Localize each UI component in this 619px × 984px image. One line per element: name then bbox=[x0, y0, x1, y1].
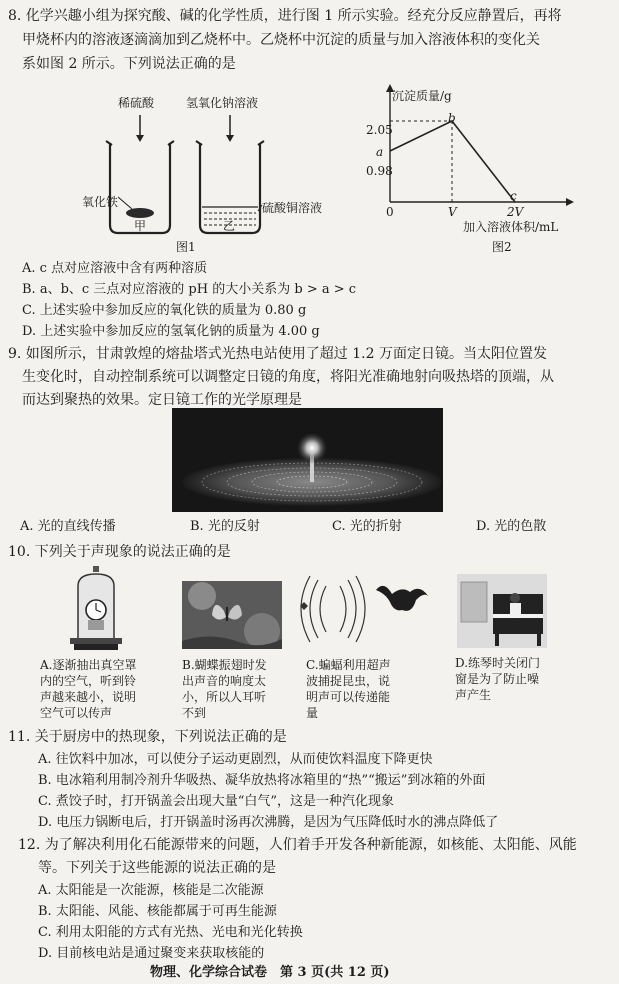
q10-b-line4: 不到 bbox=[182, 706, 207, 720]
page-footer: 物理、化学综合试卷 第 3 页(共 12 页) bbox=[150, 965, 390, 980]
point-b-label: b bbox=[448, 111, 456, 125]
q8-option-d: D. 上述实验中参加反应的氢氧化钠的质量为 4.00 g bbox=[22, 324, 320, 339]
q9-option-d: D. 光的色散 bbox=[476, 519, 547, 534]
point-c-label: c bbox=[510, 189, 517, 203]
q10-c-line3: 明声可以传递能 bbox=[306, 690, 391, 704]
q9-stem-line1: 9. 如图所示，甘肃敦煌的熔盐塔式光热电站使用了超过 1.2 万面定日镜。当太阳位置发 bbox=[8, 346, 547, 362]
label-beaker-yi: 乙 bbox=[223, 219, 236, 233]
q10-d-line1: D.练琴时关闭门 bbox=[455, 656, 541, 670]
q10-c-line4: 量 bbox=[306, 706, 319, 720]
q8-stem-line1: 8. 化学兴趣小组为探究酸、碱的化学性质，进行图 1 所示实验。经充分反应静置后，再将 bbox=[8, 8, 562, 24]
q11-option-a: A. 往饮料中加冰，可以使分子运动更剧烈，从而使饮料温度下降更快 bbox=[38, 752, 433, 767]
x-tick-0: 0 bbox=[386, 205, 394, 219]
piano-practice-photo bbox=[457, 574, 547, 648]
q9-stem-line3: 而达到聚热的效果。定日镜工作的光学原理是 bbox=[22, 392, 302, 408]
label-iron-oxide: 氧化铁 bbox=[82, 195, 119, 209]
q10-stem: 10. 下列关于声现象的说法正确的是 bbox=[8, 544, 231, 560]
q10-c-line1: C.蝙蝠利用超声 bbox=[306, 658, 391, 672]
q8-option-a: A. c 点对应溶液中含有两种溶质 bbox=[22, 261, 208, 276]
q8-option-b: B. a、b、c 三点对应溶液的 pH 的大小关系为 b > a > c bbox=[22, 282, 357, 297]
figure-2-caption: 图2 bbox=[492, 240, 512, 254]
solar-plant-photo bbox=[172, 408, 443, 512]
q8-stem-line3: 系如图 2 所示。下列说法正确的是 bbox=[22, 56, 236, 72]
q11-stem: 11. 关于厨房中的热现象，下列说法正确的是 bbox=[8, 729, 287, 745]
beaker-2-icon bbox=[196, 115, 264, 233]
y-tick-0-98: 0.98 bbox=[366, 164, 393, 178]
label-sodium-hydroxide: 氢氧化钠溶液 bbox=[186, 96, 259, 110]
q10-a-line2: 内的空气，听到铃 bbox=[40, 674, 137, 688]
x-tick-v: V bbox=[448, 205, 457, 219]
q12-stem-line1: 12. 为了解决利用化石能源带来的问题，人们着手开发各种新能源，如核能、太阳能、风能 bbox=[18, 837, 577, 853]
q11-option-d: D. 电压力锅断电后，打开锅盖时汤再次沸腾，是因为气压降低时水的沸点降低了 bbox=[38, 815, 499, 830]
q8-option-c: C. 上述实验中参加反应的氧化铁的质量为 0.80 g bbox=[22, 303, 307, 318]
beaker-1-icon bbox=[106, 115, 174, 233]
q9-option-a: A. 光的直线传播 bbox=[20, 519, 116, 534]
q9-option-c: C. 光的折射 bbox=[332, 519, 402, 534]
q9-stem-line2: 生变化时，自动控制系统可以调整定日镜的角度，将阳光准确地射向吸热塔的顶端，从 bbox=[22, 369, 554, 385]
q10-c-line2: 波捕捉昆虫，说 bbox=[306, 674, 391, 688]
q12-stem-line2: 等。下列关于这些能源的说法正确的是 bbox=[38, 860, 276, 876]
q8-stem-line2: 甲烧杯内的溶液逐滴滴加到乙烧杯中。乙烧杯中沉淀的质量与加入溶液体积的变化关 bbox=[22, 32, 540, 48]
q12-option-c: C. 利用太阳能的方式有光热、光电和光化转换 bbox=[38, 925, 303, 940]
figure-1-beakers bbox=[70, 95, 310, 255]
point-a-label: a bbox=[376, 145, 384, 159]
q11-option-b: B. 电冰箱利用制冷剂升华吸热、凝华放热将冰箱里的“热”“搬运”到冰箱的外面 bbox=[38, 773, 486, 788]
q10-b-line2: 出声音的响度太 bbox=[182, 674, 267, 688]
q12-option-b: B. 太阳能、风能、核能都属于可再生能源 bbox=[38, 904, 277, 919]
q10-a-line4: 空气可以传声 bbox=[40, 706, 113, 720]
q10-a-line3: 声越来越小，说明 bbox=[40, 690, 137, 704]
q11-option-c: C. 煮饺子时，打开锅盖会出现大量“白气”，这是一种汽化现象 bbox=[38, 794, 395, 809]
q9-option-b: B. 光的反射 bbox=[190, 519, 260, 534]
y-tick-2-05: 2.05 bbox=[366, 123, 393, 137]
q10-a-line1: A.逐渐抽出真空罩 bbox=[40, 658, 137, 672]
label-copper-sulfate: 硫酸铜溶液 bbox=[262, 201, 323, 215]
figure-1-caption: 图1 bbox=[176, 240, 196, 254]
x-tick-2v: 2V bbox=[507, 205, 524, 219]
label-dilute-sulfuric-acid: 稀硫酸 bbox=[118, 96, 155, 110]
q12-option-a: A. 太阳能是一次能源，核能是二次能源 bbox=[38, 883, 264, 898]
q10-d-line3: 声产生 bbox=[455, 688, 492, 702]
butterfly-photo bbox=[182, 581, 282, 649]
q12-option-d: D. 目前核电站是通过聚变来获取核能的 bbox=[38, 946, 265, 961]
figure-2-chart bbox=[360, 82, 600, 262]
chart-y-label: 沉淀质量/g bbox=[392, 89, 452, 103]
chart-x-label: 加入溶液体积/mL bbox=[463, 220, 559, 234]
bell-jar-image bbox=[66, 566, 126, 652]
q10-d-line2: 窗是为了防止噪 bbox=[455, 672, 540, 686]
bat-ultrasound-image bbox=[292, 572, 432, 646]
q10-b-line3: 小，所以人耳听 bbox=[182, 690, 267, 704]
label-beaker-jia: 甲 bbox=[134, 219, 147, 233]
q10-b-line1: B.蝴蝶振翅时发 bbox=[182, 658, 267, 672]
